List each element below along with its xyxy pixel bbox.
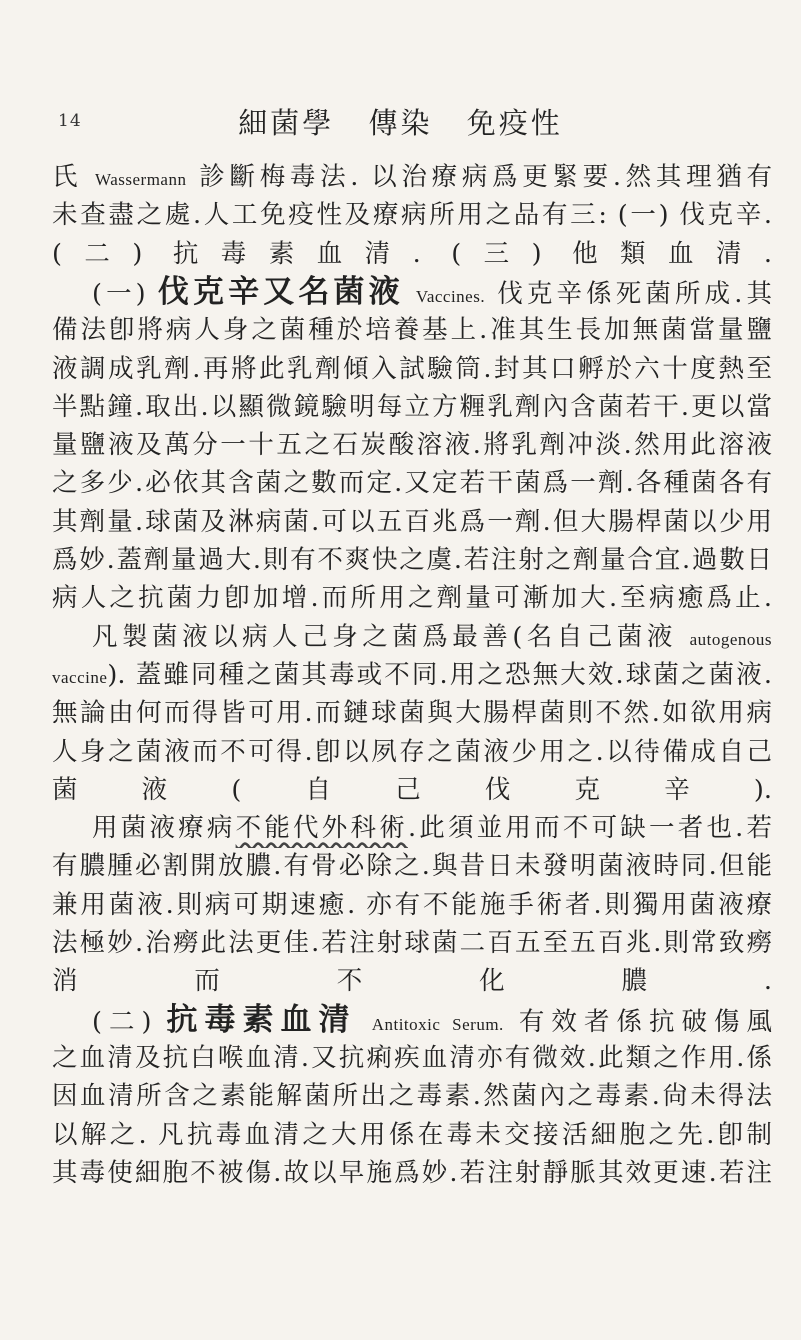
latin-term: Antitoxic Serum. (371, 1014, 504, 1034)
text-line (52, 387, 772, 427)
text-line (52, 617, 772, 657)
text-line (52, 1038, 772, 1078)
text-segment: 其毒使細胞不被傷.故以早施爲妙.若注射靜脈其效更速.若注 (52, 1157, 772, 1188)
text-line (52, 463, 772, 503)
text-segment: 半點鐘.取出.以顯微鏡驗明每立方糎乳劑內含菌若干.更以當 (52, 391, 772, 422)
text-line (52, 846, 772, 886)
text-segment: (二) (92, 1006, 167, 1037)
text-line (52, 885, 772, 925)
text-segment: 以解之. 凡抗毒血清之大用係在毒未交接活細胞之先.卽制 (52, 1119, 772, 1150)
text-segment: 未查盡之處.人工免疫性及療病所用之品有三: (一) 伐克辛. (52, 200, 772, 231)
latin-term: vaccine (52, 667, 108, 687)
text-segment: 消而不化膿. (52, 966, 772, 997)
emphasized-text: 不能代外科術 (235, 813, 408, 844)
text-segment: 伐克辛係死菌所成.其 (485, 278, 772, 309)
text-line (52, 770, 772, 810)
latin-term: Vaccines. (415, 286, 486, 306)
text-segment: 凡製菌液以病人己身之菌爲最善(名自己菌液 (92, 621, 690, 652)
text-segment: 爲妙.蓋劑量過大.則有不爽快之虞.若注射之劑量合宜.過數日 (52, 545, 772, 575)
text-segment: 人身之菌液而不可得.卽以夙存之菌液少用之.以待備成自己 (52, 736, 772, 767)
text-line (52, 1153, 772, 1193)
text-line (52, 961, 772, 1001)
text-line (52, 272, 772, 312)
text-line (52, 310, 772, 350)
text-segment: 氏 (52, 162, 96, 192)
text-segment: (一) (92, 278, 158, 309)
text-segment: (二) 抗毒素血清. (三) 他類血清. (52, 238, 772, 269)
text-line (52, 732, 772, 772)
text-line (52, 425, 772, 465)
section-heading: 伐克辛又名菌液 (157, 273, 404, 310)
text-segment: 有效者係抗破傷風 (503, 1006, 772, 1037)
text-line (52, 195, 772, 235)
text-segment: 無論由何而得皆可用.而鏈球菌與大腸桿菌則不然.如欲用病 (52, 698, 772, 729)
text-segment: 因血清所含之素能解菌所出之毒素.然菌內之毒素.尙未得法 (52, 1081, 772, 1112)
text-segment: 其劑量.球菌及淋病菌.可以五百兆爲一劑.但大腸桿菌以少用 (52, 506, 772, 537)
text-line (52, 923, 772, 963)
running-head (0, 101, 801, 142)
text-segment: 病人之抗菌力卽加增.而所用之劑量可漸加大.至病癒爲止. (52, 583, 772, 614)
text-line (52, 157, 772, 197)
text-segment: 液調成乳劑.再將此乳劑傾入試驗筒.封其口孵於六十度熱至 (52, 353, 772, 384)
latin-term: Wassermann (95, 170, 187, 189)
page-header (0, 95, 801, 145)
text-segment (404, 279, 416, 309)
latin-term: autogenous (689, 629, 772, 649)
text-segment: 備法卽將病人身之菌種於培養基上.准其生長加無菌當量鹽 (52, 315, 772, 346)
text-segment: 菌液(自己伐克辛). (52, 774, 772, 805)
text-segment: 用菌液療病 (92, 813, 236, 844)
text-segment: 之多少.必依其含菌之數而定.又定若干菌爲一劑.各種菌各有 (52, 468, 772, 499)
text-line (52, 1000, 772, 1040)
running-head-part: 免疫性 (466, 106, 563, 140)
text-segment (357, 1007, 372, 1037)
running-head-part: 傳染 (368, 106, 433, 140)
page-number: 14 (58, 111, 82, 131)
text-line (52, 693, 772, 733)
text-segment: 診斷梅毒法. 以治療病爲更緊要.然其理猶有 (186, 162, 772, 192)
text-line (52, 808, 772, 848)
section-heading: 抗毒素血清 (166, 1001, 357, 1038)
text-segment: 有膿腫必割開放膿.有骨必除之.與昔日未發明菌液時同.但能 (52, 851, 772, 882)
text-line (52, 578, 772, 618)
text-segment: .此須並用而不可缺一者也.若 (407, 813, 772, 844)
text-segment: 兼用菌液.則病可期速癒. 亦有不能施手術者.則獨用菌液療 (52, 889, 772, 920)
text-segment: ). 蓋雖同種之菌其毒或不同.用之恐無大效.球菌之菌液. (107, 659, 772, 690)
text-line (52, 655, 772, 695)
text-line (52, 502, 772, 542)
text-segment: 量鹽液及萬分一十五之石炭酸溶液.將乳劑冲淡.然用此溶液 (52, 430, 772, 461)
text-segment: 法極妙.治癆此法更佳.若注射球菌二百五至五百兆.則常致癆 (52, 928, 772, 958)
text-line (52, 349, 772, 389)
text-line (52, 1076, 772, 1116)
text-line (52, 234, 772, 274)
text-line (52, 1115, 772, 1155)
text-segment: 之血清及抗白喉血清.又抗痢疾血清亦有微效.此類之作用.係 (52, 1042, 772, 1073)
running-head-part: 細菌學 (238, 106, 335, 140)
text-line (52, 540, 772, 580)
